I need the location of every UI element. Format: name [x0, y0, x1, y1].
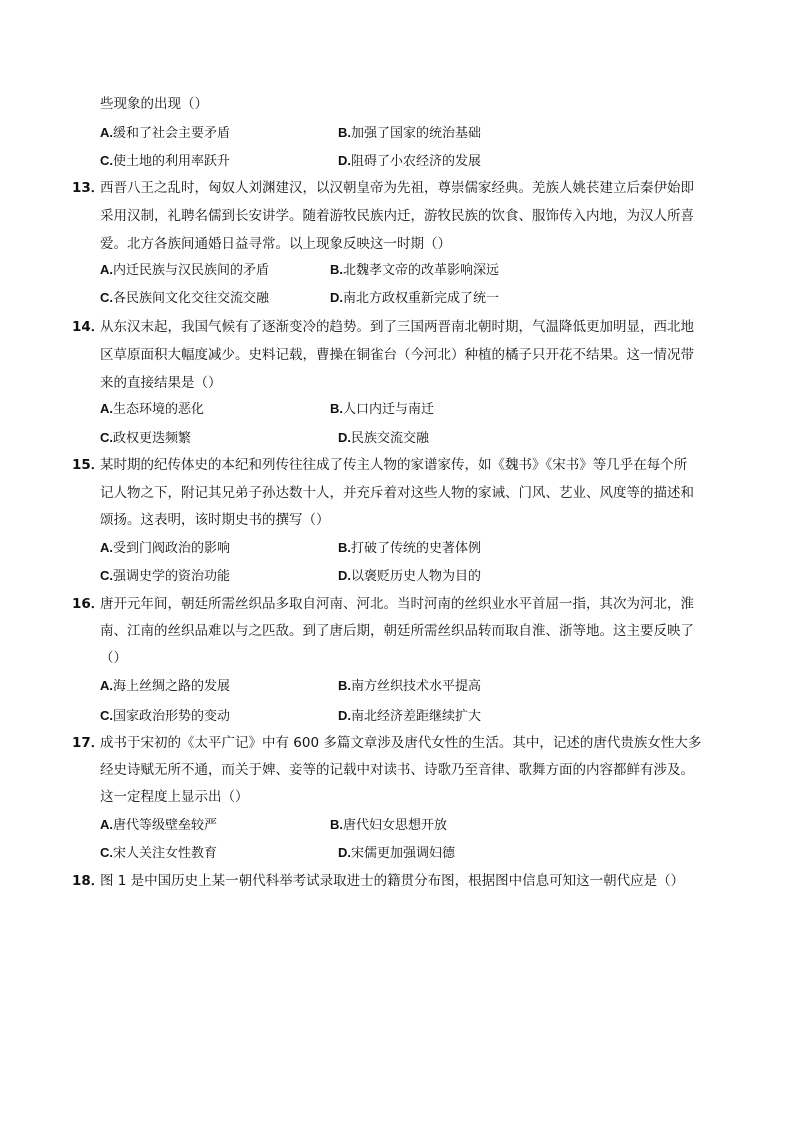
- option-letter: C.: [100, 430, 113, 445]
- q16-option-c[interactable]: [100, 706, 230, 727]
- q18-number: 18．: [72, 873, 105, 889]
- option-text: 民族交流交融: [351, 431, 430, 446]
- option-letter: B.: [330, 817, 343, 832]
- q15-option-b[interactable]: [338, 538, 481, 559]
- q15-option-d[interactable]: [338, 566, 481, 587]
- q14-option-a[interactable]: [100, 399, 204, 420]
- option-text: 南方丝织技术水平提高: [351, 679, 482, 694]
- q14-stem-line-1: 从东汉末起，我国气候有了逐渐变冷的趋势。到了三国两晋南北朝时期，气温降低更加明显，西北地: [100, 319, 694, 335]
- q16-option-b[interactable]: [338, 676, 481, 697]
- q12-option-d[interactable]: [338, 151, 481, 172]
- q14-stem-line-3: 来的直接结果是（）: [100, 375, 222, 391]
- q12-option-b[interactable]: [338, 123, 481, 144]
- option-text: 北魏孝文帝的改革影响深远: [343, 263, 500, 278]
- q13-stem-line-3: 爱。北方各族间通婚日益寻常。以上现象反映这一时期（）: [100, 236, 451, 252]
- option-text: 唐代等级壁垒较严: [113, 818, 218, 833]
- option-text: 政权更迭频繁: [113, 431, 192, 446]
- option-letter: B.: [330, 401, 343, 416]
- option-letter: A.: [100, 678, 113, 693]
- option-text: 加强了国家的统治基础: [351, 126, 482, 141]
- q13-option-c[interactable]: [100, 288, 269, 309]
- option-letter: A.: [100, 401, 113, 416]
- option-letter: D.: [338, 845, 351, 860]
- q12-stem-tail: 些现象的出现（）: [100, 96, 208, 112]
- q17-number: 17．: [72, 735, 105, 751]
- q13-number: 13．: [72, 180, 105, 196]
- q16-number: 16．: [72, 596, 105, 612]
- q15-option-c[interactable]: [100, 566, 230, 587]
- option-text: 唐代妇女思想开放: [343, 818, 448, 833]
- option-letter: C.: [100, 708, 113, 723]
- option-letter: A.: [100, 125, 113, 140]
- q17-stem-line-1: 成书于宋初的《太平广记》中有 600 多篇文章涉及唐代女性的生活。其中，记述的唐代贵族女性大多: [100, 735, 702, 751]
- q16-stem-line-3: （）: [100, 650, 127, 666]
- option-text: 各民族间文化交往交流交融: [113, 291, 270, 306]
- option-letter: B.: [338, 540, 351, 555]
- option-letter: D.: [338, 568, 351, 583]
- option-letter: D.: [338, 708, 351, 723]
- option-text: 内迁民族与汉民族间的矛盾: [113, 263, 270, 278]
- q18-stem-line-1: 图 1 是中国历史上某一朝代科举考试录取进士的籍贯分布图，根据图中信息可知这一朝代应是（）: [100, 873, 685, 889]
- q16-option-d[interactable]: [338, 706, 481, 727]
- option-text: 宋儒更加强调妇德: [351, 846, 456, 861]
- q17-option-c[interactable]: [100, 843, 217, 864]
- q13-option-d[interactable]: [330, 288, 499, 309]
- q15-number: 15．: [72, 457, 105, 473]
- option-text: 缓和了社会主要矛盾: [113, 126, 231, 141]
- q14-option-b[interactable]: [330, 399, 434, 420]
- q17-option-a[interactable]: [100, 815, 217, 836]
- q15-stem-line-3: 颂扬。这表明，该时期史书的撰写（）: [100, 512, 330, 528]
- q14-option-c[interactable]: [100, 428, 191, 449]
- q16-stem-line-2: 南、江南的丝织品难以与之匹敌。到了唐后期，朝廷所需丝织品转而取自淮、浙等地。这主要反映了: [100, 623, 694, 639]
- option-letter: A.: [100, 262, 113, 277]
- option-text: 海上丝绸之路的发展: [113, 679, 231, 694]
- option-text: 以褒贬历史人物为目的: [351, 569, 482, 584]
- q17-stem-line-3: 这一定程度上显示出（）: [100, 789, 249, 805]
- option-text: 宋人关注女性教育: [113, 846, 218, 861]
- q12-option-c[interactable]: [100, 151, 230, 172]
- option-letter: C.: [100, 153, 113, 168]
- q15-option-a[interactable]: [100, 538, 230, 559]
- q14-number: 14．: [72, 319, 105, 335]
- option-letter: A.: [100, 817, 113, 832]
- option-letter: C.: [100, 290, 113, 305]
- q16-stem-line-1: 唐开元年间，朝廷所需丝织品多取自河南、河北。当时河南的丝织业水平首屈一指，其次为河北，淮: [100, 596, 694, 612]
- option-letter: B.: [338, 125, 351, 140]
- q17-stem-line-2: 经史诗赋无所不通，而关于婢、妾等的记载中对读书、诗歌乃至音律、歌舞方面的内容都鲜有涉及。: [100, 762, 694, 778]
- q17-option-b[interactable]: [330, 815, 447, 836]
- option-text: 阻碍了小农经济的发展: [351, 154, 482, 169]
- option-letter: D.: [338, 430, 351, 445]
- option-text: 生态环境的恶化: [113, 402, 205, 417]
- q14-option-d[interactable]: [338, 428, 429, 449]
- q13-option-a[interactable]: [100, 260, 269, 281]
- option-letter: B.: [338, 678, 351, 693]
- q15-stem-line-2: 记人物之下，附记其兄弟子孙达数十人，并充斥着对这些人物的家诫、门风、艺业、风度等的描述和: [100, 485, 694, 501]
- option-text: 国家政治形势的变动: [113, 709, 231, 724]
- option-text: 强调史学的资治功能: [113, 569, 231, 584]
- option-text: 人口内迁与南迁: [343, 402, 435, 417]
- q17-option-d[interactable]: [338, 843, 455, 864]
- option-text: 南北经济差距继续扩大: [351, 709, 482, 724]
- q15-stem-line-1: 某时期的纪传体史的本纪和列传往往成了传主人物的家谱家传，如《魏书》《宋书》等几乎在每个所: [100, 457, 688, 473]
- option-letter: C.: [100, 845, 113, 860]
- option-text: 打破了传统的史著体例: [351, 541, 482, 556]
- option-letter: B.: [330, 262, 343, 277]
- q14-stem-line-2: 区草原面积大幅度减少。史料记载，曹操在铜雀台（今河北）种植的橘子只开花不结果。这一情况带: [100, 347, 694, 363]
- option-text: 受到门阀政治的影响: [113, 541, 231, 556]
- q13-stem-line-2: 采用汉制，礼聘名儒到长安讲学。随着游牧民族内迁，游牧民族的饮食、服饰传入内地，为汉人所喜: [100, 208, 694, 224]
- q13-stem-line-1: 西晋八王之乱时，匈奴人刘渊建汉，以汉朝皇帝为先祖，尊崇儒家经典。羌族人姚苌建立后秦伊始即: [100, 180, 694, 196]
- option-letter: C.: [100, 568, 113, 583]
- q12-option-a[interactable]: [100, 123, 230, 144]
- option-letter: D.: [338, 153, 351, 168]
- option-letter: D.: [330, 290, 343, 305]
- option-text: 使土地的利用率跃升: [113, 154, 231, 169]
- q13-option-b[interactable]: [330, 260, 499, 281]
- q16-option-a[interactable]: [100, 676, 230, 697]
- option-letter: A.: [100, 540, 113, 555]
- option-text: 南北方政权重新完成了统一: [343, 291, 500, 306]
